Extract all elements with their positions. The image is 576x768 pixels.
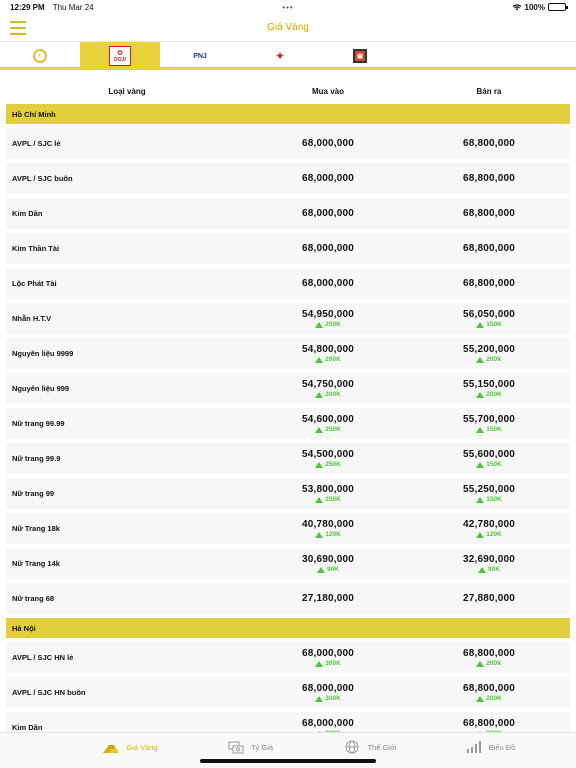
- gold-type-name: Nguyên liệu 999: [12, 384, 70, 393]
- buy-price-cell: [248, 309, 408, 328]
- sell-price-change-value: 200K: [486, 660, 502, 667]
- bar-chart-icon: [465, 740, 483, 754]
- gold-type-name: AVPL / SJC HN buôn: [12, 688, 86, 697]
- sell-price-cell: [408, 173, 570, 184]
- buy-price-change-value: 300K: [325, 695, 341, 702]
- buy-price-cell: [248, 593, 408, 604]
- sell-price-change: [476, 695, 502, 702]
- buy-price-cell: [248, 449, 408, 468]
- price-row[interactable]: [6, 408, 570, 439]
- globe-icon: [343, 740, 361, 754]
- status-time: 12:29 PM: [10, 2, 45, 12]
- up-arrow-icon: [315, 696, 323, 702]
- up-arrow-icon: [476, 532, 484, 538]
- up-arrow-icon: [476, 427, 484, 433]
- sell-price-cell: [408, 593, 570, 604]
- currency-exchange-icon: [227, 740, 245, 754]
- buy-price: 54,950,000: [301, 309, 355, 320]
- sell-price-cell: [408, 243, 570, 254]
- sell-price: 27,880,000: [462, 593, 516, 604]
- buy-price-cell: [248, 648, 408, 667]
- sell-price-change: [476, 496, 502, 503]
- buy-price: 68,000,000: [301, 173, 355, 184]
- section-header: Hà Nội: [6, 618, 570, 638]
- sell-price: 32,690,000: [462, 554, 516, 565]
- buy-price: 54,800,000: [301, 344, 355, 355]
- buy-price-change-value: 200K: [325, 356, 341, 363]
- sell-price-change-value: 90K: [488, 566, 500, 573]
- tab-ty-gia[interactable]: [190, 733, 310, 761]
- buy-price: 68,000,000: [301, 648, 355, 659]
- home-indicator[interactable]: [200, 759, 376, 763]
- phuquy-logo-icon: ▣: [353, 49, 367, 63]
- gold-type-name: Nữ trang 99.99: [12, 419, 65, 428]
- sell-price-change: [478, 566, 500, 573]
- buy-price-change: [315, 695, 341, 702]
- buy-price-cell: [248, 519, 408, 538]
- buy-price: 30,690,000: [301, 554, 355, 565]
- buy-price-change-value: 250K: [325, 321, 341, 328]
- doji-logo-icon: ✿ DOJI: [109, 46, 131, 66]
- status-date: Thu Mar 24: [52, 2, 94, 12]
- brand-tabs: [0, 42, 576, 70]
- battery-icon: [548, 3, 566, 11]
- price-row[interactable]: [6, 303, 570, 334]
- buy-price-cell: [248, 484, 408, 503]
- tab-label: Biểu Đồ: [488, 742, 516, 752]
- buy-price-change: [315, 391, 341, 398]
- buy-price-change: [315, 496, 341, 503]
- sell-price-change: [476, 391, 502, 398]
- buy-price: 27,180,000: [301, 593, 355, 604]
- buy-price-cell: [248, 344, 408, 363]
- up-arrow-icon: [315, 661, 323, 667]
- brand-tab-phuquy[interactable]: [320, 42, 400, 70]
- price-row[interactable]: [6, 373, 570, 404]
- price-row[interactable]: [6, 163, 570, 194]
- gold-type-name: Lộc Phát Tài: [12, 279, 57, 288]
- gold-type-name: AVPL / SJC lẻ: [12, 139, 61, 148]
- sell-price-change: [476, 356, 502, 363]
- sell-price-change-value: 200K: [486, 695, 502, 702]
- sell-price-cell: [408, 449, 570, 468]
- sell-price: 68,800,000: [462, 683, 516, 694]
- buy-price: 68,000,000: [301, 718, 355, 729]
- page-title: Giá Vàng: [267, 22, 309, 33]
- brand-tab-doji[interactable]: [80, 42, 160, 70]
- gold-bars-icon: [102, 740, 120, 754]
- buy-price-change-value: 250K: [325, 426, 341, 433]
- sell-price-change-value: 200K: [486, 391, 502, 398]
- price-row[interactable]: [6, 443, 570, 474]
- column-buy: Mua vào: [311, 86, 344, 96]
- up-arrow-icon: [476, 357, 484, 363]
- section-header: Hồ Chí Minh: [6, 104, 570, 124]
- sell-price-cell: [408, 683, 570, 702]
- buy-price: 54,750,000: [301, 379, 355, 390]
- sell-price-change-value: 120K: [486, 531, 502, 538]
- sell-price-cell: [408, 554, 570, 573]
- up-arrow-icon: [478, 567, 486, 573]
- sell-price: 68,800,000: [462, 208, 516, 219]
- buy-price: 68,000,000: [301, 278, 355, 289]
- price-row[interactable]: [6, 478, 570, 509]
- multitasking-dots-icon[interactable]: •••: [282, 2, 294, 12]
- up-arrow-icon: [476, 322, 484, 328]
- sell-price-cell: [408, 648, 570, 667]
- price-row[interactable]: [6, 198, 570, 229]
- tab-bieu-do[interactable]: [430, 733, 550, 761]
- sell-price-cell: [408, 379, 570, 398]
- buy-price-change: [315, 660, 341, 667]
- price-row[interactable]: [6, 268, 570, 299]
- brand-tab-sjc[interactable]: [0, 42, 80, 70]
- price-list[interactable]: [6, 104, 570, 730]
- sell-price-change-value: 150K: [486, 426, 502, 433]
- sell-price: 68,800,000: [462, 278, 516, 289]
- sell-price-cell: [408, 309, 570, 328]
- price-row[interactable]: [6, 513, 570, 544]
- buy-price-cell: [248, 554, 408, 573]
- buy-price-cell: [248, 278, 408, 289]
- price-row[interactable]: [6, 548, 570, 579]
- sell-price-cell: [408, 208, 570, 219]
- price-row[interactable]: [6, 233, 570, 264]
- buy-price-change: [315, 531, 341, 538]
- buy-price-change: [315, 321, 341, 328]
- buy-price: 68,000,000: [301, 138, 355, 149]
- sell-price-change: [476, 321, 502, 328]
- sjc-logo-icon: ◐: [33, 49, 47, 63]
- tab-label: Thế Giới: [367, 742, 397, 752]
- sell-price-change: [476, 531, 502, 538]
- buy-price-change: [315, 461, 341, 468]
- up-arrow-icon: [315, 497, 323, 503]
- buy-price: 68,000,000: [301, 683, 355, 694]
- sell-price-cell: [408, 519, 570, 538]
- buy-price-cell: [248, 173, 408, 184]
- buy-price: 40,780,000: [301, 519, 355, 530]
- up-arrow-icon: [476, 462, 484, 468]
- sell-price: 55,700,000: [462, 414, 516, 425]
- up-arrow-icon: [315, 462, 323, 468]
- up-arrow-icon: [315, 322, 323, 328]
- wifi-icon: [512, 3, 522, 11]
- sell-price: 55,250,000: [462, 484, 516, 495]
- gold-type-name: Nữ Trang 14k: [12, 559, 60, 568]
- buy-price-change-value: 300K: [325, 660, 341, 667]
- tab-the-gioi[interactable]: [310, 733, 430, 761]
- buy-price-cell: [248, 379, 408, 398]
- buy-price-change: [317, 566, 339, 573]
- column-type: Loại vàng: [108, 86, 146, 96]
- up-arrow-icon: [315, 357, 323, 363]
- up-arrow-icon: [476, 661, 484, 667]
- baotin-logo-icon: ✦: [274, 49, 286, 63]
- sell-price: 68,800,000: [462, 138, 516, 149]
- nav-bar: [0, 14, 576, 42]
- status-bar: [0, 0, 576, 14]
- sell-price: 55,150,000: [462, 379, 516, 390]
- column-sell: Bán ra: [476, 86, 502, 96]
- sell-price-cell: [408, 484, 570, 503]
- buy-price: 54,500,000: [301, 449, 355, 460]
- sell-price: 68,800,000: [462, 243, 516, 254]
- gold-type-name: Nữ Trang 18k: [12, 524, 60, 533]
- buy-price-change: [315, 426, 341, 433]
- tab-label: Giá Vàng: [126, 742, 158, 752]
- buy-price: 54,600,000: [301, 414, 355, 425]
- tab-label: Tỷ Giá: [250, 742, 274, 752]
- up-arrow-icon: [315, 427, 323, 433]
- buy-price-cell: [248, 414, 408, 433]
- gold-type-name: Nữ trang 68: [12, 594, 55, 603]
- up-arrow-icon: [476, 392, 484, 398]
- buy-price-cell: [248, 208, 408, 219]
- buy-price-change-value: 250K: [325, 496, 341, 503]
- buy-price-cell: [248, 138, 408, 149]
- gold-type-name: Nhẫn H.T.V: [12, 314, 52, 323]
- gold-type-name: Nữ trang 99: [12, 489, 55, 498]
- sell-price-change-value: 150K: [486, 461, 502, 468]
- sell-price-change: [476, 461, 502, 468]
- gold-type-name: Kim Thần Tài: [12, 244, 60, 253]
- gold-type-name: Nguyên liệu 9999: [12, 349, 74, 358]
- sell-price-cell: [408, 414, 570, 433]
- column-header: [6, 82, 570, 100]
- sell-price-cell: [408, 138, 570, 149]
- sell-price: 68,800,000: [462, 718, 516, 729]
- sell-price-cell: [408, 344, 570, 363]
- gold-type-name: AVPL / SJC buôn: [12, 174, 73, 183]
- sell-price-change-value: 150K: [486, 496, 502, 503]
- gold-type-name: Kim Dần: [12, 209, 43, 218]
- sell-price: 68,800,000: [462, 173, 516, 184]
- price-row[interactable]: [6, 583, 570, 614]
- sell-price: 68,800,000: [462, 648, 516, 659]
- brand-tab-baotin[interactable]: [240, 42, 320, 70]
- price-row[interactable]: [6, 338, 570, 369]
- price-row[interactable]: [6, 128, 570, 159]
- sell-price-cell: [408, 278, 570, 289]
- up-arrow-icon: [317, 567, 325, 573]
- sell-price: 42,780,000: [462, 519, 516, 530]
- sell-price-change-value: 200K: [486, 356, 502, 363]
- up-arrow-icon: [315, 392, 323, 398]
- up-arrow-icon: [315, 532, 323, 538]
- buy-price-change-value: 90K: [327, 566, 339, 573]
- buy-price: 68,000,000: [301, 243, 355, 254]
- price-row[interactable]: [6, 677, 570, 708]
- buy-price-cell: [248, 683, 408, 702]
- sell-price-change-value: 150K: [486, 321, 502, 328]
- buy-price-change: [315, 356, 341, 363]
- gold-type-name: Kim Dần: [12, 723, 43, 732]
- buy-price-cell: [248, 243, 408, 254]
- sell-price-change: [476, 660, 502, 667]
- up-arrow-icon: [476, 497, 484, 503]
- sell-price: 56,050,000: [462, 309, 516, 320]
- buy-price: 53,800,000: [301, 484, 355, 495]
- sell-price: 55,600,000: [462, 449, 516, 460]
- buy-price-change-value: 250K: [325, 461, 341, 468]
- buy-price-change-value: 120K: [325, 531, 341, 538]
- tab-gia-vang[interactable]: [70, 733, 190, 761]
- sell-price: 55,200,000: [462, 344, 516, 355]
- buy-price: 68,000,000: [301, 208, 355, 219]
- price-row[interactable]: [6, 642, 570, 673]
- sell-price-change: [476, 426, 502, 433]
- up-arrow-icon: [476, 696, 484, 702]
- pnj-logo-icon: PNJ: [193, 52, 207, 60]
- brand-tab-pnj[interactable]: [160, 42, 240, 70]
- gold-type-name: Nữ trang 99.9: [12, 454, 61, 463]
- gold-type-name: AVPL / SJC HN lẻ: [12, 653, 74, 662]
- buy-price-change-value: 200K: [325, 391, 341, 398]
- battery-percent: 100%: [524, 2, 545, 12]
